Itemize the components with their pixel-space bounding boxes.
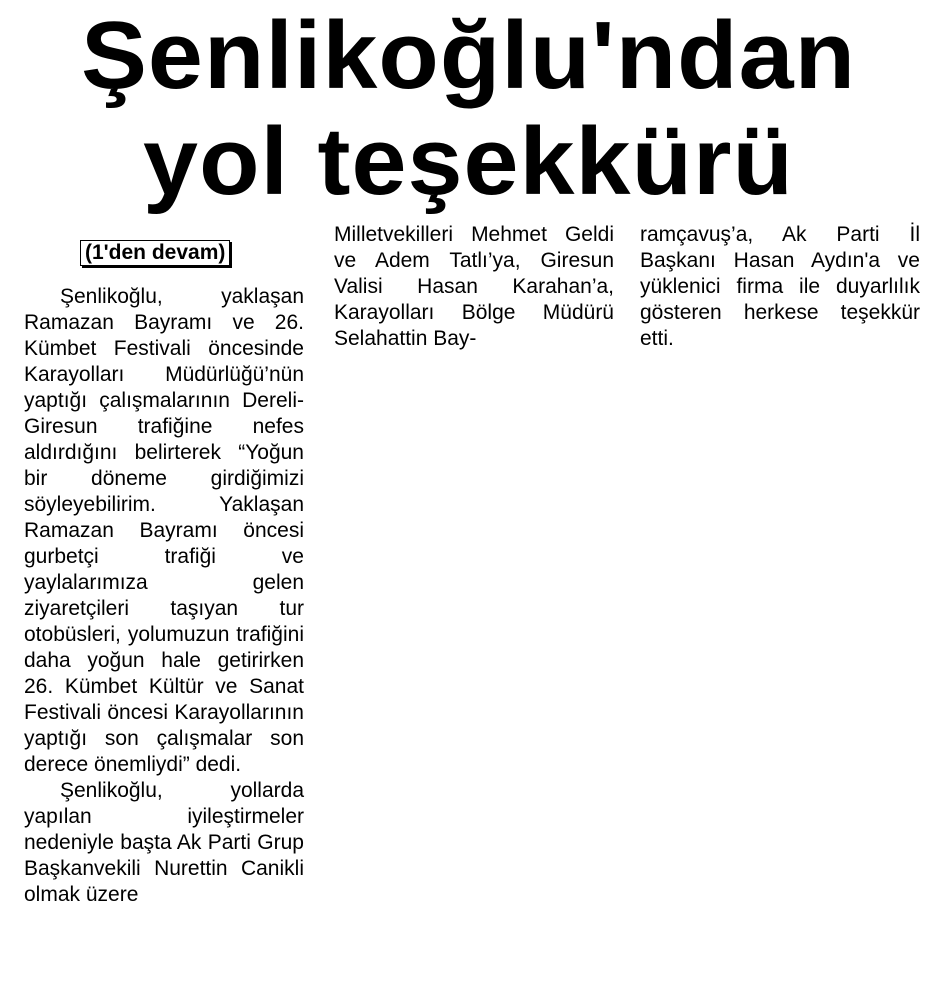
article-column-1 bbox=[24, 240, 304, 908]
continued-tag: (1'den devam) bbox=[80, 240, 230, 266]
paragraph-1: Şenlikoğlu, yaklaşan Ramazan Bayramı ve 26. Kümbet Festivali öncesinde Karayolları Müdürlüğü’nün yaptığı çalışmalarının Dereli-Giresun trafiğine nefes aldırdığını belirterek “Yoğun bir döneme girdiğimizi söyleyebilirim. Yaklaşan Ramazan Bayramı öncesi gurbetçi trafiği ve yaylalarımıza gelen ziyaretçileri taşıyan tur otobüsleri, yolumuzun trafiğini daha yoğun hale getirirken 26. Kümbet Kültür ve Sanat Festivali öncesi Karayollarının yaptığı son çalışmalar son derece önemliydi” dedi. bbox=[24, 285, 304, 776]
article-column-3 bbox=[640, 222, 920, 352]
headline-line-2: yol teşekkürü bbox=[143, 108, 794, 215]
article-column-2 bbox=[334, 222, 614, 352]
paragraph-2: Şenlikoğlu, yollarda yapılan iyileştirmeler nedeniyle başta Ak Parti Grup Başkanvekili Nurettin Canikli olmak üzere bbox=[24, 779, 304, 906]
paragraph-3: Milletvekilleri Mehmet Geldi ve Adem Tatlı’ya, Giresun Valisi Hasan Karahan’a, Karayolları Bölge Müdürü Selahattin Bay- bbox=[334, 223, 614, 350]
headline-line-1: Şenlikoğlu'ndan bbox=[80, 2, 857, 109]
paragraph-4: ramçavuş’a, Ak Parti İl Başkanı Hasan Aydın'a ve yüklenici firma ile duyarlılık gösteren herkese teşekkür etti. bbox=[640, 223, 920, 350]
